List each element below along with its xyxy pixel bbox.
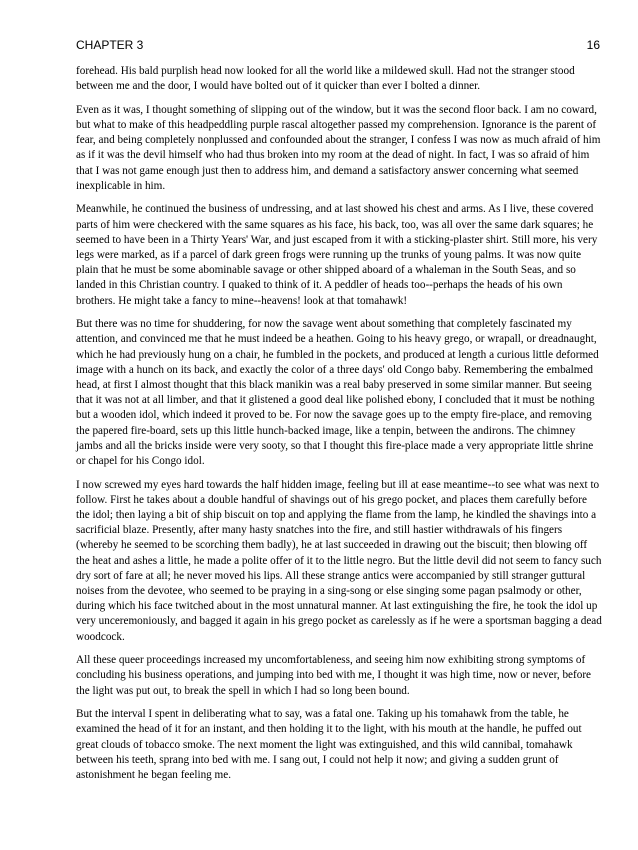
- paragraph: But there was no time for shuddering, for now the savage went about something that completely fascinated my attention, and convinced me that he must indeed be a heathen. Going to his heavy grego, or wrapall, or dreadnaught, which he had previously hung on a chair, he fumbled in the pockets, and produced at length a curious little deformed image with a hunch on its back, and exactly the color of a three days' old Congo baby. Remembering the embalmed head, at first I almost thought that this black manikin was a real baby preserved in some similar manner. But seeing that it was not at all limber, and that it glistened a good deal like polished ebony, I concluded that it must be nothing but a wooden idol, which indeed it proved to be. For now the savage goes up to the empty fire-place, and removing the papered fire-board, sets up this little hunch-backed image, like a tenpin, between the andirons. The chimney jambs and all the bricks inside were very sooty, so that I thought this fire-place made a very appropriate little shrine or chapel for his Congo idol.: [76, 318, 599, 468]
- paragraph: I now screwed my eyes hard towards the half hidden image, feeling but ill at ease meantime--to see what was next to follow. First he takes about a double handful of shavings out of his grego pocket, and places them carefully before the idol; then laying a bit of ship biscuit on top and applying the flame from the lamp, he kindled the shavings into a sacrificial blaze. Presently, after many hasty snatches into the fire, and still hastier withdrawals of his fingers (whereby he seemed to be scorching them badly), he at last succeeded in drawing out the biscuit; then blowing off the heat and ashes a little, he made a polite offer of it to the little negro. But the little devil did not seem to fancy such dry sort of fare at all; he never moved his lips. All these strange antics were accompanied by still stranger guttural noises from the devotee, who seemed to be praying in a sing-song or else singing some pagan psalmody or other, during which his face twitched about in the most unnatural manner. At last extinguishing the fire, he took the idol up very unceremoniously, and bagged it again in his grego pocket as carelessly as if he were a sportsman bagging a dead woodcock.: [76, 478, 602, 643]
- body-text: [76, 64, 602, 792]
- page-number: 16: [586, 38, 600, 52]
- chapter-heading: CHAPTER 3: [76, 38, 144, 52]
- paragraph: forehead. His bald purplish head now looked for all the world like a mildewed skull. Had not the stranger stood between me and the door, I would have bolted out of it quicker than ever I bolted a dinner.: [76, 65, 575, 93]
- paragraph: Meanwhile, he continued the business of undressing, and at last showed his chest and arms. As I live, these covered parts of him were checkered with the same squares as his face, his back, too, was all over the same dark squares; he seemed to have been in a Thirty Years' War, and just escaped from it with a sticking-plaster shirt. Still more, his very legs were marked, as if a parcel of dark green frogs were running up the trunks of young palms. It was now quite plain that he must be some abominable savage or other shipped aboard of a whaleman in the South Seas, and so landed in this Christian country. I quaked to think of it. A peddler of heads too--perhaps the heads of his own brothers. He might take a fancy to mine--heavens! look at that tomahawk!: [76, 203, 598, 307]
- page-header: [76, 38, 600, 54]
- paragraph: Even as it was, I thought something of slipping out of the window, but it was the second floor back. I am no coward, but what to make of this headpeddling purple rascal altogether passed my comprehension. Ignorance is the parent of fear, and being completely nonplussed and confounded about the stranger, I confess I was now as much afraid of him as if it was the devil himself who had thus broken into my room at the dead of night. In fact, I was so afraid of him that I was not game enough just then to address him, and demand a satisfactory answer concerning what seemed inexplicable in him.: [76, 103, 601, 192]
- paragraph: All these queer proceedings increased my uncomfortableness, and seeing him now exhibiting strong symptoms of concluding his business operations, and jumping into bed with me, I thought it was high time, now or never, before the light was put out, to break the spell in which I had so long been bound.: [76, 654, 592, 697]
- paragraph: But the interval I spent in deliberating what to say, was a fatal one. Taking up his tomahawk from the table, he examined the head of it for an instant, and then holding it to the light, with his mouth at the handle, he puffed out great clouds of tobacco smoke. The next moment the light was extinguished, and this wild cannibal, tomahawk between his teeth, sprang into bed with me. I sang out, I could not help it now; and giving a sudden grunt of astonishment he began feeling me.: [76, 708, 582, 782]
